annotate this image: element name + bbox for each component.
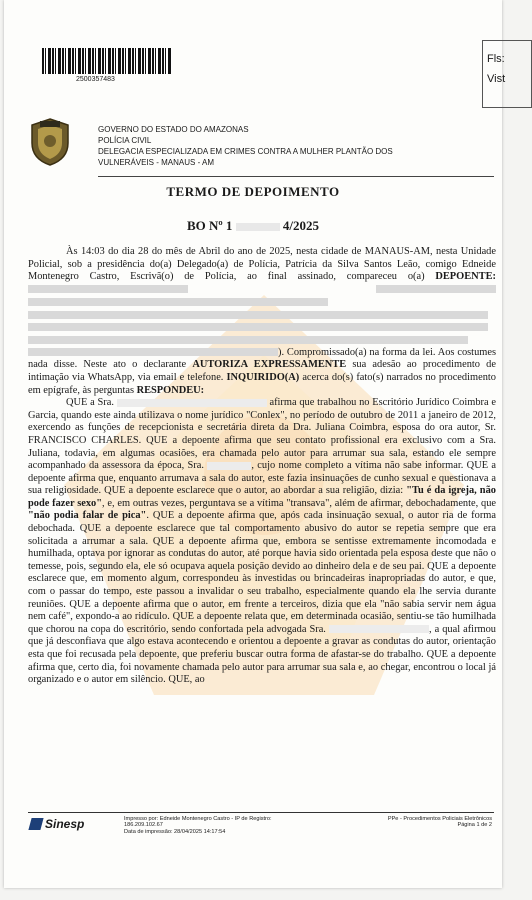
whatsapp-text: sua adesão ao procedimento de intimação via WhatsApp, via email e telefone. <box>28 359 496 383</box>
redaction <box>28 323 488 331</box>
testimony-text-4: . QUE a depoente afirma que, após cada insinuação sexual, o autor ria de forma debochada. QUE a depoente esclarece que tal comportamento abusivo do autor se repetia sempre que era solicitada a arrumar a sala. QUE a depoente afirma que, embora se sentisse extremamente incomodada e humilhada, optava por ignorar as condutas do autor, até porque havia sido orientada pela esposa deste que não o temesse, pois, segundo ela, ele só ocupava aquela posição devido ao dinheiro dela e de seu pai. QUE a depoente esclarece que, em momento algum, correspondeu às investidas ou brincadeiras inapropriadas do autor, e que, com o passar do tempo, este passou a invalidar o seu trabalho, especialmente quando ela lhe servia durante reuniões. QUE a depoente afirma que o autor, em frente a terceiros, dizia que ela "não sabia servir nem água nem café", expondo-a ao ridículo. QUE a depoente relata que, em determinada ocasião, sentiu-se tão humilhada que chorou na copa do escritório, sendo confortada pela advogada Sra. <box>28 510 496 635</box>
inquired-label: INQUIRIDO(A) <box>226 371 300 383</box>
print-date: Data de impressão: 28/04/2025 14:17:54 <box>124 828 226 835</box>
redaction <box>28 348 278 356</box>
header-divider <box>98 176 494 177</box>
testimony-text-3: , e, em outras vezes, perguntava se a vítima "transava", além de afirmar, debochadamente, que <box>102 497 496 509</box>
system-name: PPe - Procedimentos Policiais Eletrônicos <box>387 816 492 822</box>
authorization-text: AUTORIZA EXPRESSAMENTE <box>192 359 347 371</box>
oath-text: ). Compromissado(a) na forma da lei. Aos costumes nada disse. Neste ato o declarante <box>28 346 496 371</box>
bo-prefix: BO Nº 1 <box>186 218 233 233</box>
sinesp-logo <box>30 817 84 831</box>
bo-number <box>4 218 502 234</box>
agency-header <box>98 124 393 168</box>
statement-body <box>28 246 496 687</box>
printed-by: Impresso por: Edneide Montenegro Castro - IP de Registro: <box>124 816 272 822</box>
footer-divider <box>28 812 494 813</box>
redaction <box>329 625 429 633</box>
barcode-number: 2500357483 <box>76 76 115 83</box>
agency-line-2: POLÍCIA CIVIL <box>98 136 152 145</box>
testimony-start: QUE a Sra. <box>66 397 114 409</box>
ip-address: 186.209.102.67 <box>124 822 163 829</box>
system-info <box>352 816 492 829</box>
redaction <box>28 311 488 319</box>
visto-label: Vist <box>487 73 506 85</box>
agency-line-4: VULNERÁVEIS - MANAUS - AM <box>98 158 215 167</box>
deponent-label: DEPOENTE: <box>435 271 496 283</box>
redaction <box>207 462 251 470</box>
redaction <box>376 285 496 293</box>
redaction <box>28 298 328 306</box>
testimony-text-5: , a qual afirmou que já desconfiava que algo estava acontecendo e orientou a depoente a gravar as condutas do autor, orientação esta que foi recusada pela depoente, que preferiu buscar outra forma de afastar-se do trabalho. QUE a depoente afirma que, certo dia, foi novamente chamada pelo autor para arrumar sua sala e, ao chegar, encontrou o local já organizado e o autor em silêncio. QUE, ao <box>28 623 496 686</box>
page-number: Página 1 de 2 <box>457 822 492 829</box>
agency-line-3: DELEGACIA ESPECIALIZADA EM CRIMES CONTRA A MULHER PLANTÃO DOS <box>98 147 393 156</box>
redaction <box>28 285 188 293</box>
print-info <box>124 816 272 835</box>
redaction <box>236 223 280 231</box>
redaction <box>28 336 468 344</box>
quote-1: "Tu é da igreja, não pode fazer sexo" <box>28 485 496 509</box>
folio-box <box>482 40 532 108</box>
sinesp-logo-text: Sinesp <box>45 817 85 831</box>
document-title: TERMO DE DEPOIMENTO <box>166 184 340 199</box>
sinesp-logo-icon <box>28 818 43 830</box>
document-page <box>4 0 506 888</box>
testimony-text-1: afirma que trabalhou no Escritório Jurídico Coimbra e Garcia, quando este ainda utilizava o nome jurídico "Conlex", no período de outubro de 2011 a janeiro de 2012, exercendo as funções de recepcionista e secretária direta da Dra. Juliana Coimbra, esposa do ora autor, Sr. FRANCISCO CHARLES. QUE a depoente afirma que seu contato profissional era exclusivo com a Sra. Juliana, todavia, em algumas ocasiões, era chamada pelo autor para arrumar sua sala, estando ele sempre acompanhado da assessora da época, Sra. <box>28 397 496 472</box>
inquiry-text: acerca do(s) fato(s) narrados no procedimento em epígrafe, às perguntas <box>28 371 496 396</box>
folio-label: Fls: <box>487 53 505 65</box>
testimony-text-2: , cujo nome completo a vítima não sabe informar. QUE a depoente afirma que, enquanto arrumava a sala do autor, este fazia insinuações de cunho sexual e questionava a sua religiosidade. QUE a depoente esclarece que o autor, ao abordar a sua religião, dizia: <box>28 460 496 497</box>
paragraph-testimony <box>28 397 496 687</box>
agency-line-1: GOVERNO DO ESTADO DO AMAZONAS <box>98 125 249 134</box>
responded-label: RESPONDEU: <box>136 384 205 396</box>
quote-2: "não podia falar de pica" <box>28 510 147 522</box>
police-badge-icon <box>28 117 72 167</box>
barcode <box>42 48 172 74</box>
bo-suffix: 4/2025 <box>282 218 320 233</box>
intro-text: Às 14:03 do dia 28 do mês de Abril do ano de 2025, nesta cidade de MANAUS-AM, nesta Unidade Policial, sob a presidência do(a) Delegado(a) de Polícia, Patrícia da Silva Santos Leão, comigo Edneide Montenegro Castro, Escrivã(o) de Polícia, ao final assinado, compareceu o(a) <box>28 246 496 283</box>
paragraph-intro <box>28 246 496 397</box>
redaction <box>117 399 267 407</box>
